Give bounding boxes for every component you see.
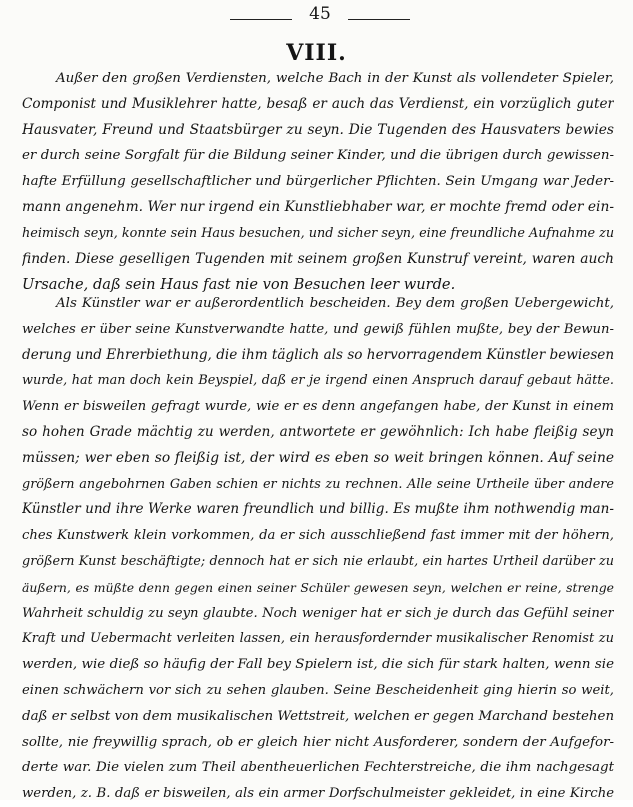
text-line: derte war. Die vielen zum Theil abentheuerlichen Fechterstreiche, die ihm nachgesagt (22, 760, 614, 776)
text-line: Wahrheit schuldig zu seyn glaubte. Noch weniger hat er sich je durch das Gefühl seiner (22, 605, 614, 621)
text-line: äußern, es müßte denn gegen einen seiner Schüler gewesen seyn, welchen er reine, strenge (22, 579, 614, 595)
text-line: er durch seine Sorgfalt für die Bildung seiner Kinder, und die übrigen durch gewissen- (22, 148, 614, 164)
text-line: Wenn er bisweilen gefragt wurde, wie er es denn angefangen habe, der Kunst in einem (22, 399, 614, 415)
text-line: Als Künstler war er außerordentlich bescheiden. Bey dem großen Uebergewicht, (56, 296, 614, 311)
text-line: Hausvater, Freund und Staatsbürger zu seyn. Die Tugenden des Hausvaters bewies (22, 121, 614, 138)
text-line: größern angebohrnen Gaben schien er nichts zu rechnen. Alle seine Urtheile über andere (22, 476, 614, 492)
text-line: einen schwächern vor sich zu sehen glauben. Seine Bescheidenheit ging hierin so weit, (22, 682, 614, 698)
paragraph-1 (22, 66, 614, 298)
text-line: Kraft und Uebermacht verleiten lassen, ein herausfordernder musikalischer Renomist zu (22, 631, 614, 647)
page-number: 45 (309, 4, 331, 24)
text-line: größern Kunst beschäftigte; dennoch hat er sich nie erlaubt, ein hartes Urtheil darüber zu (22, 553, 614, 569)
text-line: wurde, hat man doch kein Beyspiel, daß er je irgend einen Anspruch darauf gebaut hätte. (22, 373, 614, 389)
text-line: daß er selbst von dem musikalischen Wettstreit, welchen er gegen Marchand bestehen (22, 708, 614, 724)
text-line: werden, z. B. daß er bisweilen, als ein armer Dorfschulmeister gekleidet, in eine Kirche (22, 786, 614, 802)
page-header (230, 4, 410, 30)
header-rule-right (348, 19, 410, 20)
text-line: heimisch seyn, konnte sein Haus besuchen, und sicher seyn, eine freundliche Aufnahme zu (22, 225, 614, 241)
text-line: welches er über seine Kunstverwandte hatte, und gewiß fühlen mußte, bey der Bewun- (22, 321, 614, 337)
text-line: Außer den großen Verdiensten, welche Bach in der Kunst als vollendeter Spieler, (56, 71, 614, 86)
text-line: Künstler und ihre Werke waren freundlich und billig. Es mußte ihm nothwendig man- (22, 501, 614, 518)
paragraph-2 (22, 291, 614, 807)
text-line: hafte Erfüllung gesellschaftlicher und bürgerlicher Pflichten. Sein Umgang war Jeder- (22, 174, 614, 190)
text-line: ches Kunstwerk klein vorkommen, da er sich ausschließend fast immer mit der höhern, (22, 528, 614, 544)
text-line: Ursache, daß sein Haus fast nie von Besuchen leer wurde. (22, 276, 456, 294)
text-line: finden. Diese geselligen Tugenden mit seinem großen Kunstruf vereint, waren auch (22, 250, 614, 267)
text-line: müssen; wer eben so fleißig ist, der wird es eben so weit bringen können. Auf seine (22, 449, 614, 466)
text-line: so hohen Grade mächtig zu werden, antwortete er gewöhnlich: Ich habe fleißig seyn (22, 423, 614, 440)
text-line: derung und Ehrerbiethung, die ihm täglich als so hervorragendem Künstler bewiesen (22, 346, 614, 363)
text-line: mann angenehm. Wer nur irgend ein Kunstliebhaber war, er mochte fremd oder ein- (22, 198, 614, 215)
text-line: Componist und Musiklehrer hatte, besaß er auch das Verdienst, ein vorzüglich guter (22, 95, 614, 112)
chapter-heading: VIII. (286, 40, 347, 66)
text-line: sollte, nie freywillig sprach, ob er gleich hier nicht Ausforderer, sondern der Aufgefor- (22, 734, 614, 750)
text-line: werden, wie dieß so häufig der Fall bey Spielern ist, die sich für stark halten, wenn sie (22, 657, 614, 673)
header-rule-left (230, 19, 292, 20)
